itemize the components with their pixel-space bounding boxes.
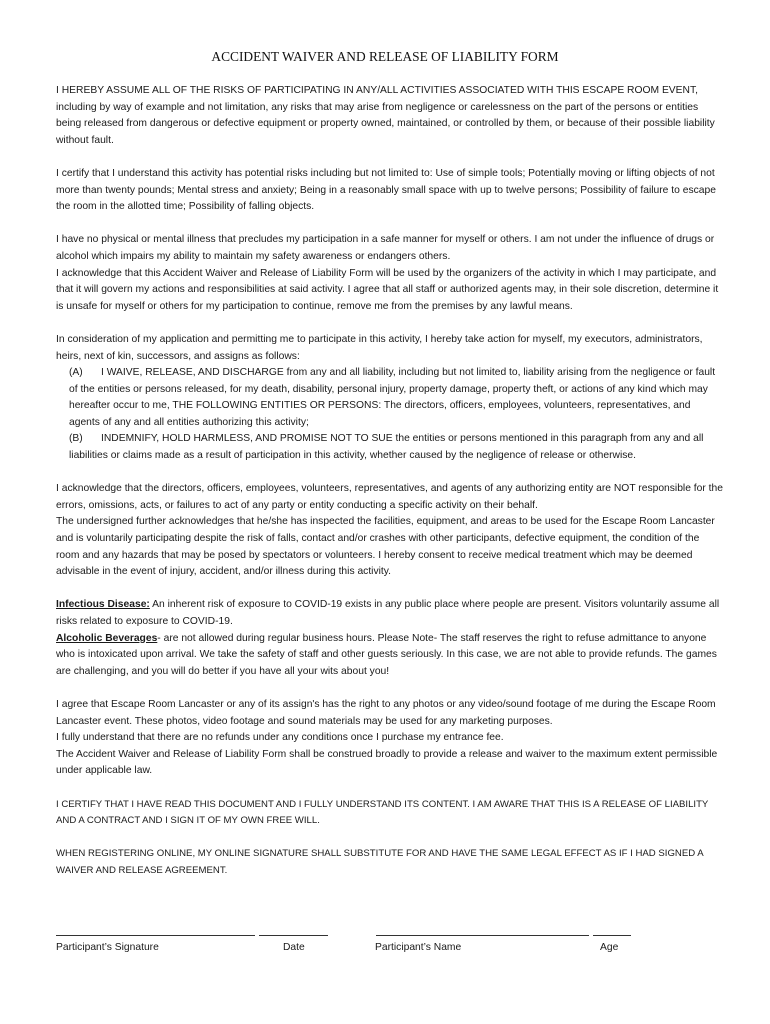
media-rights-paragraph: I agree that Escape Room Lancaster or any of its assign's has the right to any photos or any video/sound footage of me during the Escape Room Lancaster event. These photos, video footage and sound materials may be used for any marketing purposes. [56,698,716,727]
non-responsibility-paragraph: I acknowledge that the directors, officers, employees, volunteers, representatives, and agents of any authorizing entity are NOT responsible for the errors, omissions, acts, or failures to act of any party or entity conducting a specific activity on their behalf. [56,483,723,511]
policies-section [56,597,724,680]
inspection-consent-paragraph: The undersigned further acknowledges that he/she has inspected the facilities, equipment, and areas to be used for the Escape Room Lancaster and is voluntarily participating despite the risk of falls, contact and/or crashes with other participants, defective equipment, the condition of the room and any hazards that may be posed by spectators or volunteers. I hereby consent to receive medical treatment which may be deemed advisable in the event of injury, accident, and/or illness during this activity. [56,516,715,578]
clause-a [56,365,724,431]
participant-name-line[interactable] [376,933,589,936]
consideration-paragraph: In consideration of my application and permitting me to participate in this activity, I hereby take action for myself, my executors, administrators, heirs, next of kin, successors, and assigns as follows: [56,333,703,362]
governance-acknowledgement-paragraph: I acknowledge that this Accident Waiver and Release of Liability Form will be used by the organizers of the activity in which I may participate, and that it will govern my actions and responsibilities at said activity. I agree that all staff or authorized agents may, in their sole discretion, determine it is unsafe for myself or others for my participation to continue, remove me from the premises by any lawful means. [56,267,719,312]
alcohol-notice [56,631,724,681]
alcohol-label: Alcoholic Beverages [56,632,158,644]
participant-name-label: Participant’s Name [375,942,462,953]
participant-signature-line[interactable] [56,933,255,936]
clause-a-text: I WAIVE, RELEASE, AND DISCHARGE from any and all liability, including but not limited to, liability arising from the negligence or fault of the entities or persons released, for my death, disability, personal injury, property damage, property theft, or actions of any kind which may hereafter occur to me, THE FOLLOWING ENTITIES OR PERSONS: The directors, officers, employees, volunteers, representatives, and agents of any and all entities authorizing this activity; [69,367,716,428]
no-refunds-paragraph: I fully understand that there are no refunds under any conditions once I purchase my entrance fee. [56,732,504,744]
online-signature-paragraph: WHEN REGISTERING ONLINE, MY ONLINE SIGNATURE SHALL SUBSTITUTE FOR AND HAVE THE SAME LEGAL EFFECT AS IF I HAD SIGNED A WAIVER AND RELEASE AGREEMENT. [56,848,704,876]
construction-paragraph: The Accident Waiver and Release of Liability Form shall be construed broadly to provide a release and waiver to the maximum extent permissible under applicable law. [56,748,718,777]
date-label: Date [283,942,305,953]
clause-b-marker: (B) [69,433,83,445]
date-line[interactable] [259,933,328,936]
signature-block [56,933,724,965]
clause-b-text: INDEMNIFY, HOLD HARMLESS, AND PROMISE NOT TO SUE the entities or persons mentioned in this paragraph from any and all liabilities or claims made as a result of participation in this activity, whether caused by the negligence of release or otherwise. [69,433,704,462]
risk-assumption-paragraph: I HEREBY ASSUME ALL OF THE RISKS OF PARTICIPATING IN ANY/ALL ACTIVITIES ASSOCIATED WITH THIS ESCAPE ROOM EVENT, including by way of example and not limitation, any risks that may arise from negligence or carelessness on the part of the persons or entities being released from dangerous or defective equipment or property owned, maintained, or controlled by them, or because of their possible liability without fault. [56,85,715,146]
clause-a-marker: (A) [69,367,83,379]
certification-paragraph: I CERTIFY THAT I HAVE READ THIS DOCUMENT AND I FULLY UNDERSTAND ITS CONTENT. I AM AWARE THAT THIS IS A RELEASE OF LIABILITY AND A CONTRACT AND I SIGN IT OF MY OWN FREE WILL. [56,798,709,827]
infectious-disease-label: Infectious Disease: [56,599,150,611]
age-label: Age [600,942,619,953]
infectious-disease-notice [56,597,724,630]
form-body [56,83,724,896]
form-title: ACCIDENT WAIVER AND RELEASE OF LIABILITY FORM [211,49,559,64]
alcohol-text: - are not allowed during regular business hours. Please Note- The staff reserves the right to refuse admittance to anyone who is intoxicated upon arrival. We take the safety of staff and other guests seriously. In this case, we are not able to provide refunds. The games are challenging, and you will do better if you have all your wits about you! [56,632,717,677]
clause-b [56,431,724,464]
health-statement-paragraph: I have no physical or mental illness that precludes my participation in a safe manner for myself or others. I am not under the influence of drugs or alcohol which impairs my ability to maintain my safety awareness or endangers others. [56,234,715,262]
age-line[interactable] [593,933,631,936]
risk-certification-paragraph: I certify that I understand this activity has potential risks including but not limited to: Use of simple tools; Potentially moving or lifting objects of not more than twenty pounds; Mental stress and anxiety; Being in a reasonably small space with up to twelve persons; Possibility of failure to escape the room in the allotted time; Possibility of falling objects. [56,167,716,213]
participant-signature-label: Participant’s Signature [56,942,159,953]
consideration-section [56,332,724,465]
infectious-disease-text: An inherent risk of exposure to COVID-19 exists in any public place where people are present. Visitors voluntarily assume all risks related to exposure to COVID-19. [56,599,720,627]
